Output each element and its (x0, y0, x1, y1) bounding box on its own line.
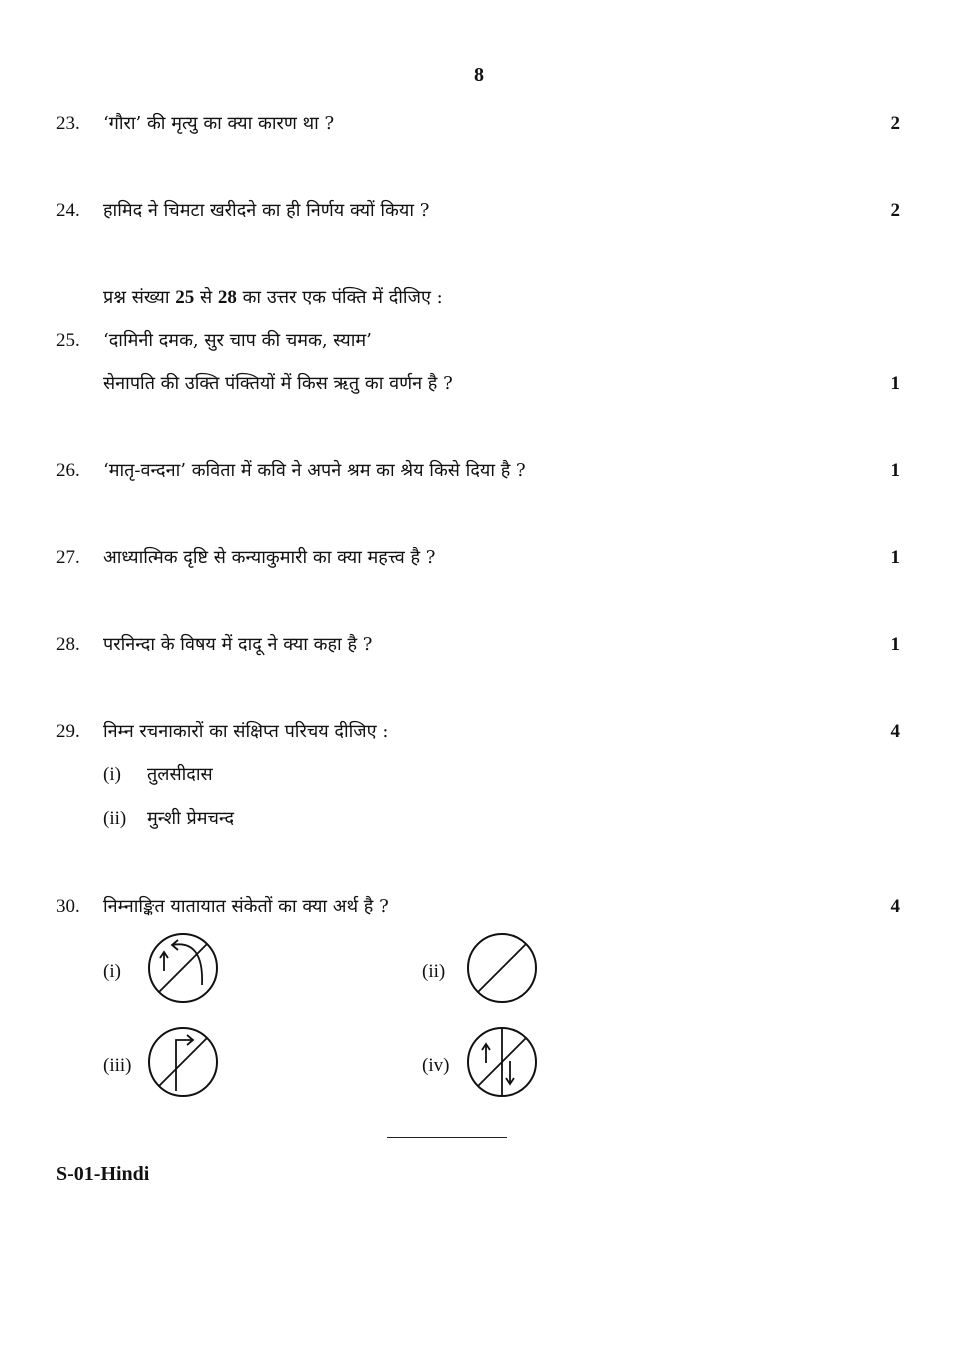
end-divider (387, 1137, 507, 1138)
question-text: आध्यात्मिक दृष्टि से कन्याकुमारी का क्या महत्त्व है ? (103, 547, 436, 568)
question-text: परनिन्दा के विषय में दादू ने क्या कहा है ? (103, 634, 373, 655)
question-marks: 1 (890, 547, 900, 568)
question-number: 24. (56, 200, 80, 221)
question-28 (0, 631, 958, 659)
question-quote-line: ‘दामिनी दमक, सुर चाप की चमक, स्याम’ (103, 330, 372, 351)
question-number: 30. (56, 896, 80, 917)
question-25 (0, 327, 958, 355)
sign-label: (iv) (422, 1055, 450, 1076)
question-30 (0, 893, 958, 921)
sub-item-label: (ii) (103, 808, 127, 829)
question-27 (0, 544, 958, 572)
instruction-suffix: का उत्तर एक पंक्ति में दीजिए : (242, 287, 443, 308)
question-29 (0, 718, 958, 746)
question-marks: 1 (890, 634, 900, 655)
no-right-turn-sign-icon (146, 1025, 220, 1099)
question-number: 28. (56, 634, 80, 655)
no-u-turn-sign-icon (146, 931, 220, 1005)
question-text: ‘मातृ-वन्दना’ कविता में कवि ने अपने श्रम का श्रेय किसे दिया है ? (103, 460, 526, 481)
sign-label: (i) (103, 961, 121, 982)
question-marks: 4 (890, 721, 900, 742)
sub-item-text: तुलसीदास (147, 764, 213, 785)
question-marks: 1 (890, 460, 900, 481)
question-text: निम्न रचनाकारों का संक्षिप्त परिचय दीजिए : (103, 721, 389, 742)
instruction-prefix: प्रश्न संख्या (103, 287, 170, 308)
end-of-restrictions-sign-icon (465, 931, 539, 1005)
sub-item-text: मुन्शी प्रेमचन्द (147, 808, 235, 829)
question-marks: 4 (890, 896, 900, 917)
section-instruction (0, 284, 958, 312)
sign-label: (ii) (422, 961, 446, 982)
question-26 (0, 457, 958, 485)
question-text: ‘गौरा’ की मृत्यु का क्या कारण था ? (103, 113, 335, 134)
sub-item (0, 805, 958, 833)
instruction-end-number: 28 (217, 287, 237, 308)
question-text: सेनापति की उक्ति पंक्तियों में किस ऋतु का वर्णन है ? (103, 373, 453, 394)
question-number: 25. (56, 330, 80, 351)
question-marks: 2 (890, 113, 900, 134)
question-number: 26. (56, 460, 80, 481)
question-number: 23. (56, 113, 80, 134)
instruction-connector: से (199, 287, 213, 308)
question-text: हामिद ने चिमटा खरीदने का ही निर्णय क्यों किया ? (103, 200, 430, 221)
sub-item (0, 761, 958, 789)
question-number: 29. (56, 721, 80, 742)
question-marks: 1 (890, 373, 900, 394)
question-text: निम्नाङ्कित यातायात संकेतों का क्या अर्थ है ? (103, 896, 389, 917)
question-24 (0, 197, 958, 225)
question-number: 27. (56, 547, 80, 568)
instruction-start-number: 25 (175, 287, 195, 308)
sign-label: (iii) (103, 1055, 132, 1076)
question-25-continued (0, 370, 958, 398)
question-marks: 2 (890, 200, 900, 221)
page-number: 8 (474, 64, 484, 86)
no-two-way-traffic-sign-icon (465, 1025, 539, 1099)
question-23 (0, 110, 958, 138)
sub-item-label: (i) (103, 764, 121, 785)
paper-code: S-01-Hindi (56, 1163, 150, 1185)
